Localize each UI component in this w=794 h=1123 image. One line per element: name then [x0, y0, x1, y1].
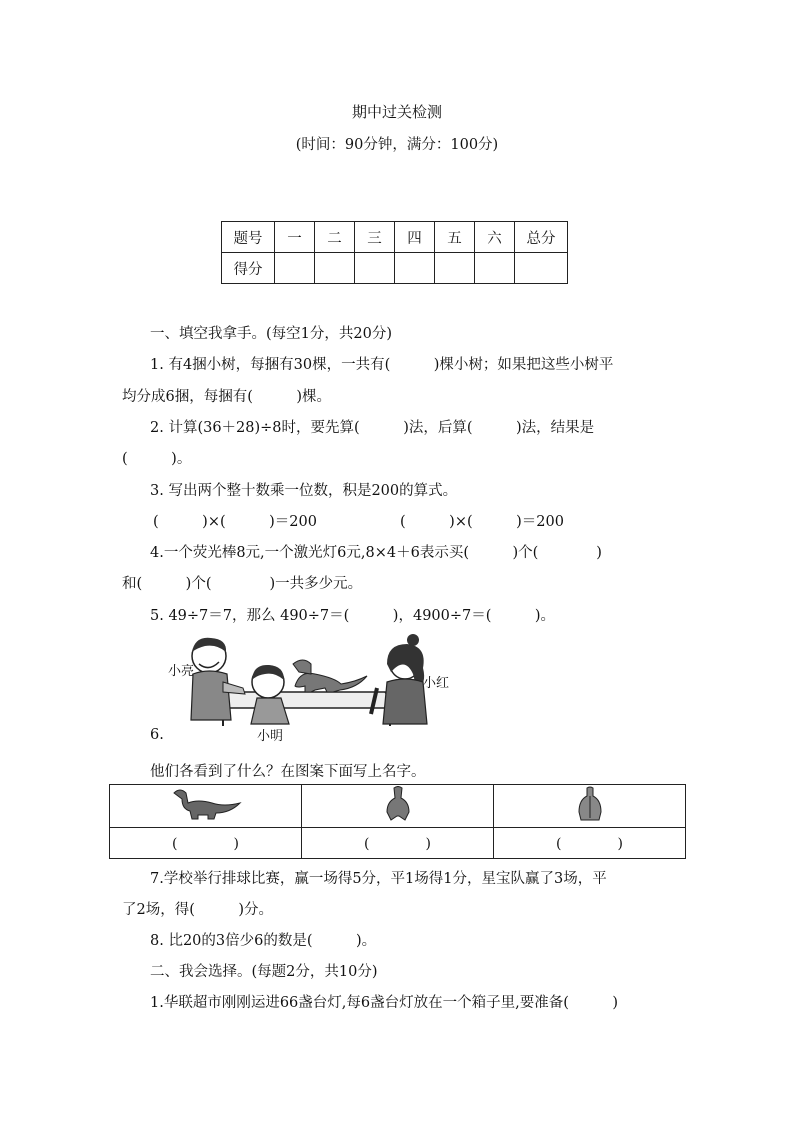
view-front-cell	[302, 785, 494, 828]
score-header-cell: 总分	[515, 222, 568, 253]
q3-equation-2: ( )×( )＝200	[400, 514, 564, 530]
s2-q1-line: 1.华联超市刚刚运进66盏台灯,每6盏台灯放在一个箱子里,要准备( )	[150, 995, 619, 1011]
score-blank-cell[interactable]	[475, 253, 515, 284]
score-table	[221, 221, 568, 284]
label-xiaohong: 小红	[423, 676, 450, 691]
score-header-cell: 六	[475, 222, 515, 253]
dinosaur-front-view-icon	[383, 786, 413, 822]
score-header-cell: 一	[275, 222, 315, 253]
score-row-label: 得分	[222, 253, 275, 284]
q1-line1: 1. 有4捆小树，每捆有30棵，一共有( )棵小树；如果把这些小树平	[150, 357, 614, 373]
dinosaur-back-view-icon	[575, 786, 605, 822]
score-table-score-row	[222, 253, 568, 284]
score-header-cell: 三	[355, 222, 395, 253]
q5-line: 5. 49÷7＝7，那么 490÷7＝( )，4900÷7＝( )。	[150, 608, 556, 624]
view-side-cell	[110, 785, 302, 828]
score-header-cell: 五	[435, 222, 475, 253]
section1-heading: 一、填空我拿手。(每空1分，共20分)	[150, 326, 392, 342]
score-blank-cell[interactable]	[355, 253, 395, 284]
score-blank-cell[interactable]	[275, 253, 315, 284]
q4-line1: 4.一个荧光棒8元,一个激光灯6元,8×4＋6表示买( )个( )	[150, 545, 602, 561]
q2-line1: 2. 计算(36＋28)÷8时，要先算( )法，后算( )法，结果是	[150, 420, 595, 436]
exam-info: (时间：90分钟，满分：100分)	[295, 137, 499, 153]
answer-blank-1[interactable]: ( )	[110, 828, 302, 859]
q3-line1: 3. 写出两个整十数乘一位数，积是200的算式。	[150, 483, 458, 499]
label-xiaoliang: 小亮	[168, 664, 195, 679]
score-header-cell: 二	[315, 222, 355, 253]
page-title: 期中过关检测	[351, 103, 442, 121]
score-blank-cell[interactable]	[435, 253, 475, 284]
score-blank-cell[interactable]	[515, 253, 568, 284]
q6-answer-row	[110, 828, 686, 859]
answer-blank-2[interactable]: ( )	[302, 828, 494, 859]
q6-prompt: 他们各看到了什么？在图案下面写上名字。	[150, 764, 426, 780]
q6-image-row	[110, 785, 686, 828]
view-back-cell	[494, 785, 686, 828]
score-blank-cell[interactable]	[395, 253, 435, 284]
q1-line2: 均分成6捆，每捆有( )棵。	[122, 389, 332, 405]
q2-line2: ( )。	[122, 451, 192, 467]
q6-view-table	[109, 784, 686, 859]
q6-number: 6.	[150, 727, 164, 743]
q7-line2: 了2场，得( )分。	[122, 902, 274, 918]
section2-heading: 二、我会选择。(每题2分，共10分)	[150, 964, 378, 980]
score-header-cell: 四	[395, 222, 435, 253]
q3-equation-1: ( )×( )＝200	[153, 514, 317, 530]
label-xiaoming: 小明	[257, 729, 284, 744]
score-header-cell: 题号	[222, 222, 275, 253]
q7-line1: 7.学校举行排球比赛，赢一场得5分，平1场得1分，星宝队赢了3场，平	[150, 871, 607, 887]
dinosaur-side-view-icon	[168, 787, 244, 821]
answer-blank-3[interactable]: ( )	[494, 828, 686, 859]
q4-line2: 和( )个( )一共多少元。	[122, 576, 363, 592]
children-table-illustration	[165, 634, 440, 729]
score-blank-cell[interactable]	[315, 253, 355, 284]
score-table-header-row	[222, 222, 568, 253]
q8-line: 8. 比20的3倍少6的数是( )。	[150, 933, 377, 949]
